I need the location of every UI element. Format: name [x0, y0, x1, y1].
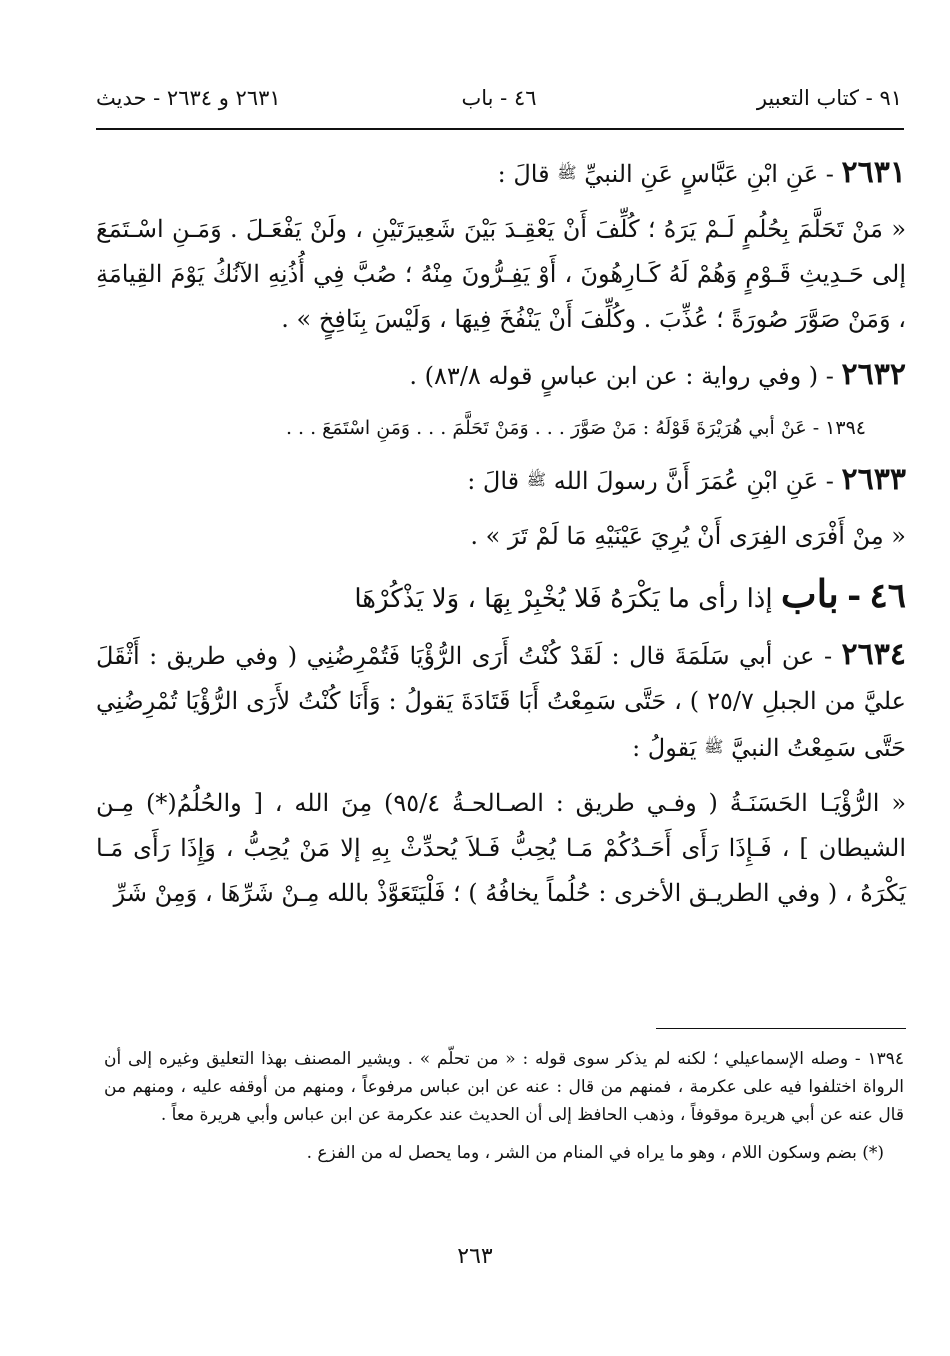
- main-text: [96, 150, 906, 926]
- hadith-isnad: - عَنِ ابْنِ عُمَرَ أَنَّ رسولَ الله: [553, 467, 834, 495]
- page-number: ٢٦٣: [457, 1244, 493, 1269]
- hadith-isnad: - عَنِ ابْنِ عَبَّاسٍ عَنِ النبيِّ: [584, 160, 834, 188]
- footnote-asterisk: (*) بضم وسكون اللام ، وهو ما يراه في المنام من الشر ، وما يحصل له من الفزع .: [306, 1143, 884, 1163]
- hadith-2632: [96, 352, 906, 399]
- footnote-divider: [656, 1028, 906, 1029]
- chapter-heading: [96, 569, 906, 624]
- inline-note-1394: ١٣٩٤ - عَنْ أبي هُرَيْرَةَ قَوْلَهُ : مَنْ صَوَّرَ . . . وَمَنْ تَحَلَّمَ . . . وَمَنِ اسْتَمَعَ . . .: [285, 417, 866, 439]
- honorific-symbol: ﷺ: [526, 470, 547, 489]
- hadith-2634-text: « الرُّؤْيَـا الحَسَنَـةُ ( وفـي طريق : الصـالحـةُ ٩٥/٤) مِنَ الله ، [ والحُلُمُ(*) مِـن الشيطان ] ، فَـإِذَا رَأَى أَحَـدُكُمْ مَـا يُحِبُّ فَـلاَ يُحدِّثْ بِهِ إلا مَنْ يُحِبُّ ، وَإِذَا رَأَى مَـا يَكْرَهُ ، ( وفي الطريـق الأخرى : حُلُماً يخافُهُ ) ؛ فَلْيَتَعَوَّذْ بالله مِـنْ شَرِّهَا ، وَمِنْ شَرِّ: [96, 789, 907, 907]
- hadith-number: ٢٦٣٢: [841, 357, 906, 392]
- hadith-number: ٢٦٣٤: [841, 637, 906, 672]
- header-divider: [96, 128, 904, 130]
- hadith-number: ٢٦٣١: [841, 155, 906, 190]
- chapter-word: باب: [780, 571, 839, 616]
- hadith-2634-intro: [96, 632, 906, 771]
- chapter-title: إذا رأى ما يَكْرَهُ فَلا يُخْبِرْ بِهَا ، وَلا يَذْكُرْهَا: [354, 584, 773, 614]
- hadith-2631-text: « مَنْ تَحَلَّمَ بِحُلُمٍ لَـمْ يَرَهُ ؛ كُلِّفَ أَنْ يَعْقِـدَ بَيْنَ شَعِيرَتَيْنِ ، ولَنْ يَفْعَـلَ . وَمَـنِ اسْـتَمَعَ إلى حَـدِيثِ قَـوْمٍ وَهُمْ لَهُ كَـارِهُونَ ، أَوْ يَفِـرُّونَ مِنْهُ ؛ صُبَّ فِي أُذُنِهِ الآنُكُ يَوْمَ القِيامَةِ ، وَمَنْ صَوَّرَ صُورَةً ؛ عُذِّبَ . وكُلِّفَ أَنْ يَنْفُخَ فِيهَا ، وَلَيْسَ بِنَافِخٍ » .: [96, 215, 906, 333]
- header-hadith-range: ٢٦٣١ و ٢٦٣٤ - حديث: [96, 86, 281, 110]
- hadith-2633-text: « مِنْ أَفْرَى الفِرَى أَنْ يُرِيَ عَيْنَيْهِ مَا لَمْ تَرَ » .: [470, 522, 906, 550]
- hadith-text: - ( وفي رواية : عن ابن عباسٍ قوله ٨٣/٨) .: [409, 362, 834, 390]
- chapter-number: ٤٦: [869, 576, 906, 616]
- running-header: [96, 86, 902, 120]
- hadith-isnad: - عن أبي سَلَمَةَ قال : لَقَدْ كُنْتُ أَرَى الرُّؤْيَا فَتُمْرِضُنِي ( وفي طريق : أَثْقَلَ عليَّ من الجبلِ ٢٥/٧ ) ، حَتَّى سَمِعْتُ أَبَا قَتَادَةَ يَقولُ : وَأَنَا كُنْتُ لأَرَى الرُّؤْيَا تُمْرِضُنِي حَتَّى سَمِعْتُ النبيَّ: [96, 642, 907, 762]
- hadith-number: ٢٦٣٣: [841, 462, 906, 497]
- header-book-title: ٩١ - كتاب التعبير: [756, 86, 902, 110]
- hadith-said: قالَ :: [467, 467, 520, 495]
- footnote-1394: ١٣٩٤ - وصله الإسماعيلي ؛ لكنه لم يذكر سوى قوله : « من تحلّم » . ويشير المصنف بهذا التعليق وغيره إلى أن الرواة اختلفوا فيه على عكرمة ، فمنهم من قال : عنه عن ابن عباس مرفوعاً ، ومنهم من أوقفه عليه ، ومنهم من قال عنه عن أبي هريرة موقوفاً ، وذهب الحافظ إلى أن الحديث عند عكرمة عن ابن عباس وأبي هريرة معاً .: [104, 1049, 904, 1125]
- hadith-said: يَقولُ :: [632, 734, 697, 762]
- chapter-dash: -: [847, 576, 862, 616]
- honorific-symbol: ﷺ: [557, 163, 577, 182]
- hadith-said: قالَ :: [497, 160, 550, 188]
- footnotes: [104, 1045, 904, 1177]
- honorific-symbol: ﷺ: [704, 737, 724, 756]
- hadith-2633-intro: [96, 457, 906, 504]
- header-chapter: ٤٦ - باب: [461, 86, 537, 110]
- hadith-2631-intro: [96, 150, 906, 197]
